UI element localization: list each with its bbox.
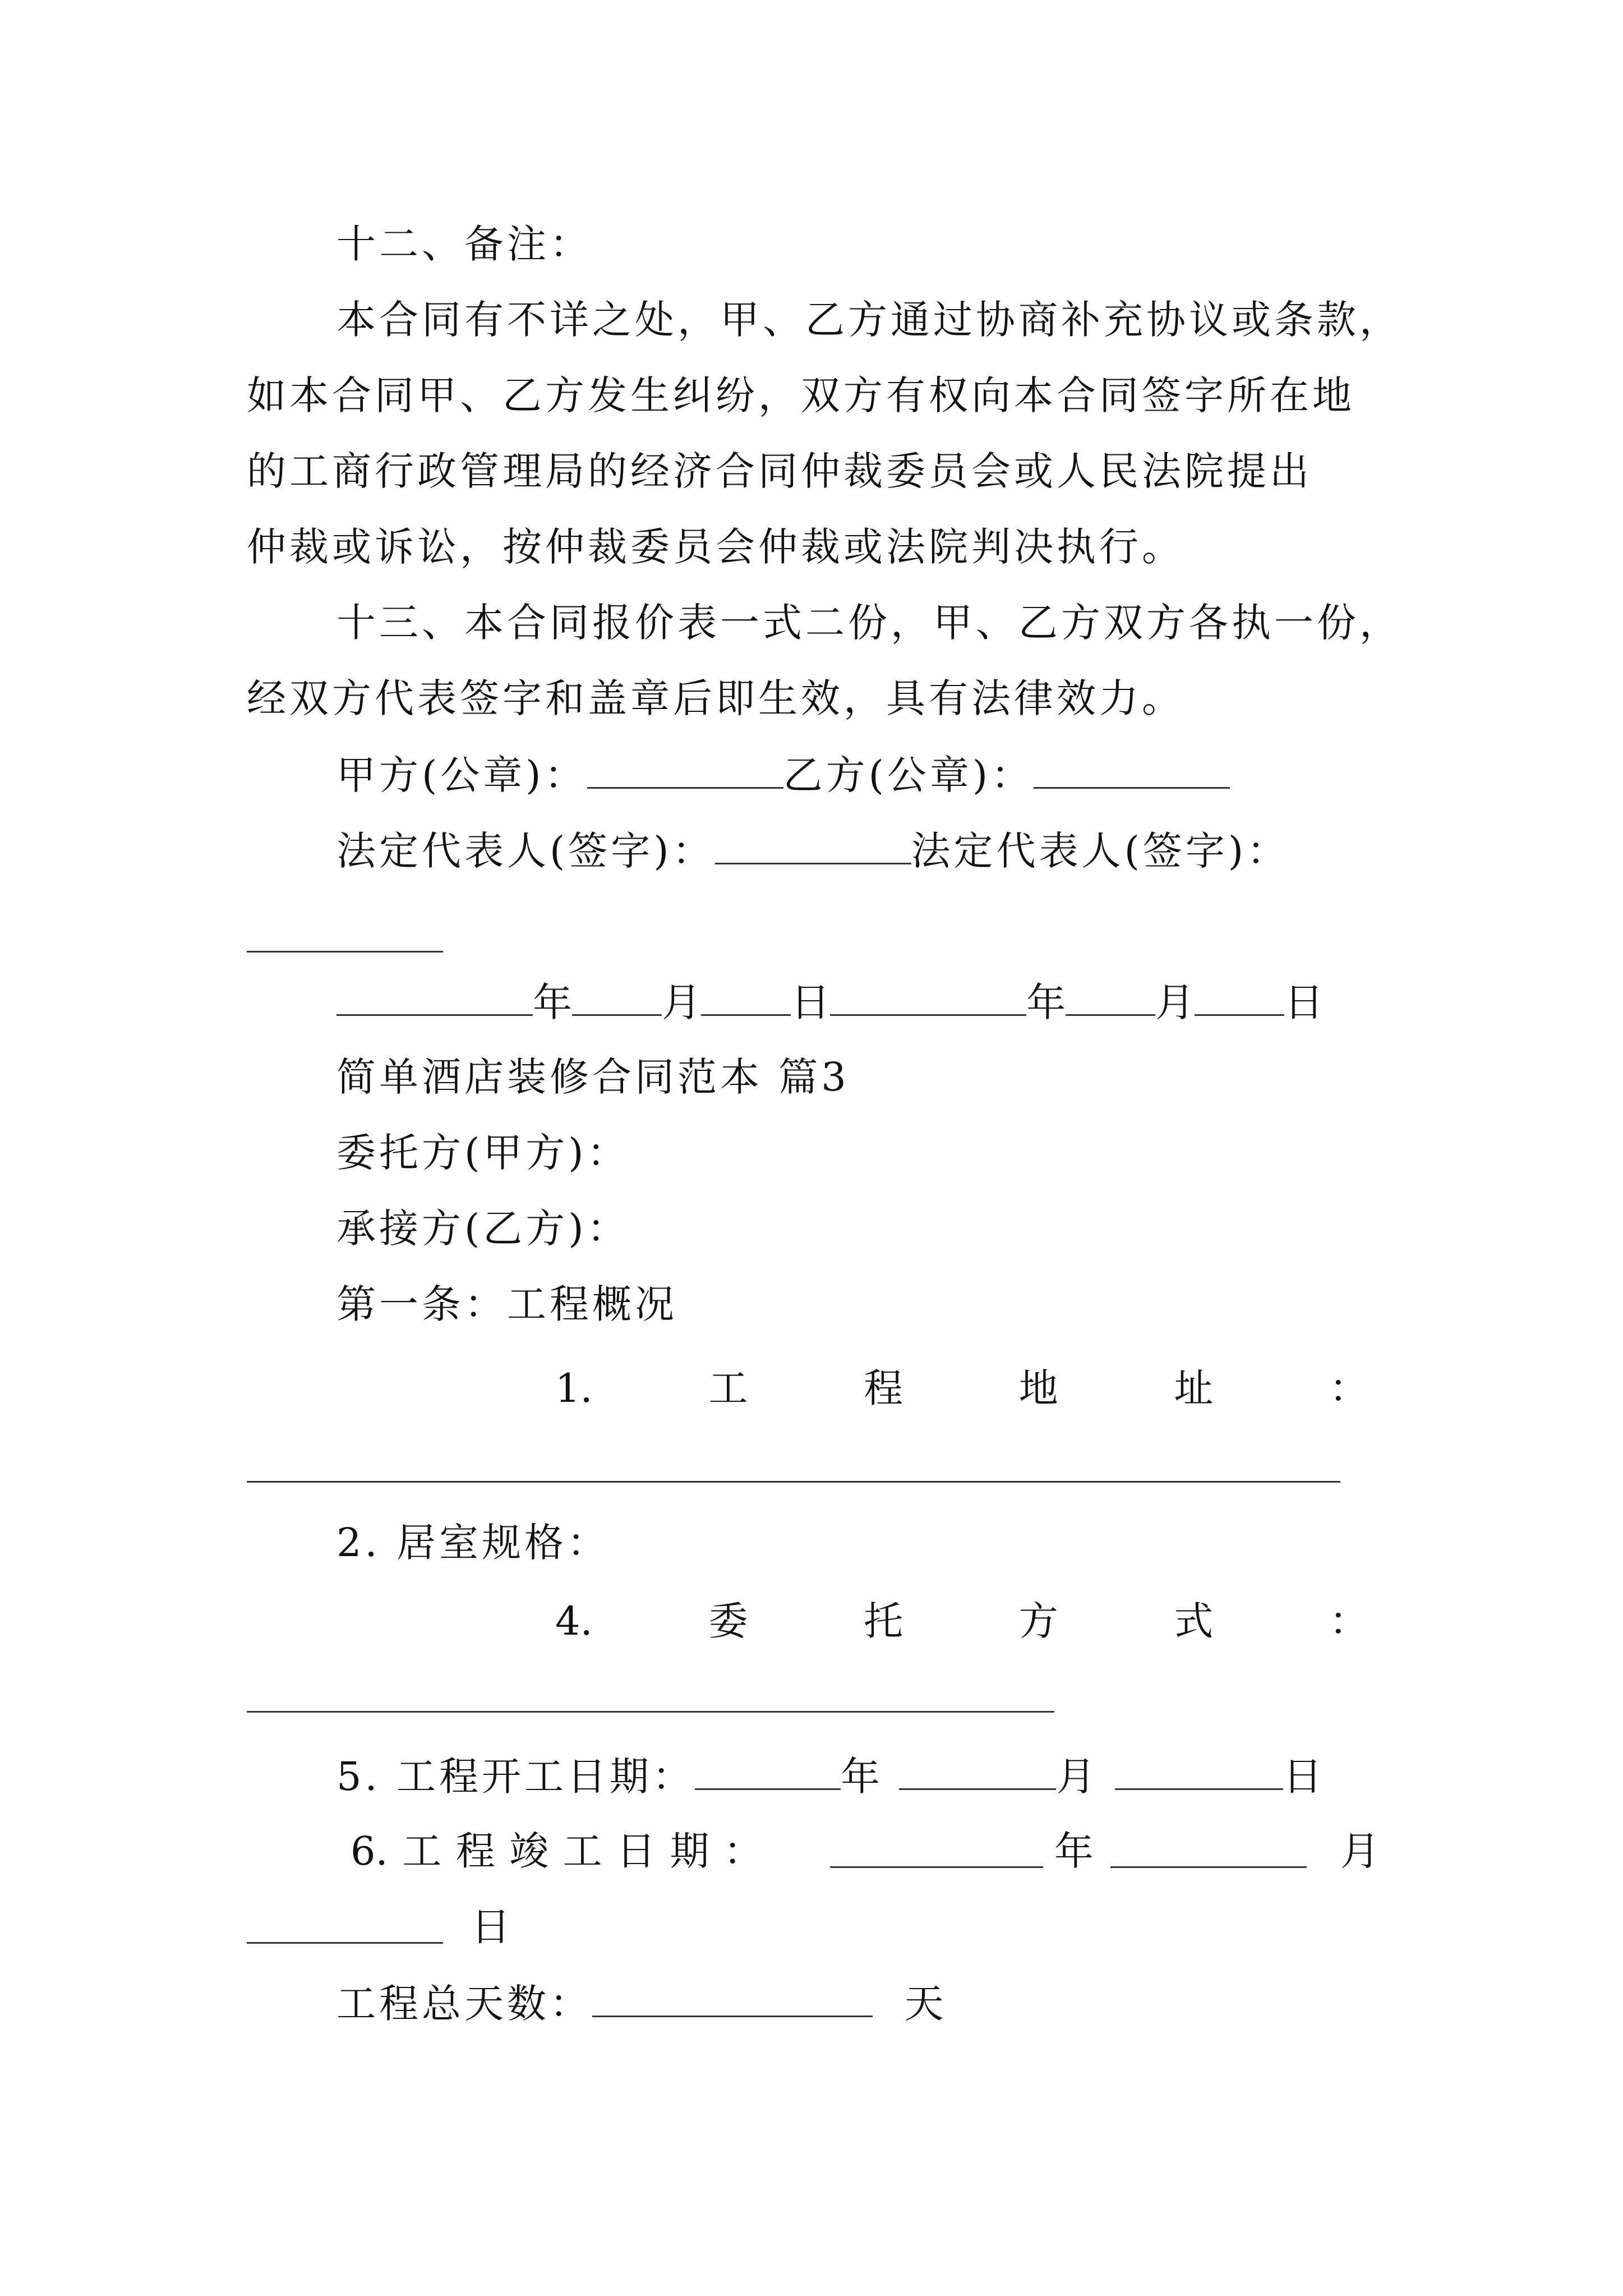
section-13-line-1: 十三、本合同报价表一式二份，甲、乙方双方各执一份， bbox=[336, 600, 1402, 646]
item-1-char: 程 bbox=[864, 1365, 903, 1411]
finish-year-blank[interactable] bbox=[830, 1866, 1043, 1868]
item-4-char: ： bbox=[1329, 1598, 1368, 1644]
client-label: 委托方(甲方)： bbox=[336, 1130, 630, 1176]
date-a-day-blank[interactable] bbox=[701, 982, 791, 1016]
contractor-label: 承接方(乙方)： bbox=[336, 1205, 630, 1251]
item-4-char: 委 bbox=[708, 1598, 748, 1644]
seal-row bbox=[336, 752, 1230, 798]
finish-day-label: 日 bbox=[471, 1904, 514, 1950]
item-1-char: 址 bbox=[1174, 1365, 1214, 1411]
item-4-delegation-method bbox=[555, 1598, 1368, 1644]
date-a-year-label: 年 bbox=[533, 979, 572, 1025]
article-1-heading: 第一条：工程概况 bbox=[336, 1281, 677, 1327]
item-1-char: 地 bbox=[1018, 1365, 1058, 1411]
start-day-blank[interactable] bbox=[1115, 1756, 1283, 1790]
item-2-room-spec: 2. 居室规格： bbox=[336, 1520, 610, 1566]
date-a-month-blank[interactable] bbox=[572, 982, 662, 1016]
remark-line-1: 本合同有不详之处，甲、乙方通过协商补充协议或条款， bbox=[336, 297, 1402, 343]
party-a-rep-blank[interactable] bbox=[715, 830, 911, 864]
remark-line-2: 如本合同甲、乙方发生纠纷，双方有权向本合同签字所在地 bbox=[247, 372, 1355, 418]
item-1-char: ： bbox=[1329, 1365, 1368, 1411]
representative-row bbox=[336, 828, 1290, 874]
item-6-char: 期 bbox=[670, 1828, 709, 1874]
remark-line-4: 仲裁或诉讼，按仲裁委员会仲裁或法院判决执行。 bbox=[247, 524, 1184, 570]
item-1-project-address bbox=[555, 1365, 1368, 1411]
date-b-month-blank[interactable] bbox=[1066, 982, 1155, 1016]
item-1-char: 工 bbox=[708, 1365, 748, 1411]
item-1-char: 1. bbox=[555, 1365, 593, 1411]
party-a-seal-blank[interactable] bbox=[587, 754, 783, 789]
party-a-seal-label: 甲方(公章)： bbox=[336, 752, 587, 798]
date-a-month-label: 月 bbox=[662, 979, 701, 1025]
section-3-title: 简单酒店装修合同范本 篇3 bbox=[336, 1054, 850, 1100]
finish-month-label: 月 bbox=[1340, 1828, 1383, 1874]
start-month-blank[interactable] bbox=[899, 1756, 1056, 1790]
section-13-line-2: 经双方代表签字和盖章后即生效，具有法律效力。 bbox=[247, 675, 1184, 721]
finish-month-blank[interactable] bbox=[1110, 1866, 1307, 1868]
party-a-rep-label: 法定代表人(签字)： bbox=[336, 828, 715, 874]
item-6-char: 工 bbox=[562, 1828, 602, 1874]
item-6-char: 日 bbox=[616, 1828, 656, 1874]
item-6-char: ： bbox=[723, 1828, 763, 1874]
party-b-rep-label: 法定代表人(签字)： bbox=[911, 828, 1290, 874]
item-6-finish-date-label bbox=[351, 1828, 763, 1874]
total-days-unit: 天 bbox=[904, 1981, 947, 2027]
item-5-start-date bbox=[336, 1754, 1326, 1800]
date-b-day-label: 日 bbox=[1284, 979, 1324, 1025]
date-a-year-blank[interactable] bbox=[336, 982, 533, 1016]
date-a-day-label: 日 bbox=[791, 979, 830, 1025]
item-4-char: 方 bbox=[1018, 1598, 1058, 1644]
delegation-method-blank[interactable] bbox=[247, 1711, 1054, 1713]
start-year-blank[interactable] bbox=[695, 1756, 841, 1790]
party-b-seal-label: 乙方(公章)： bbox=[783, 752, 1034, 798]
item-4-char: 托 bbox=[864, 1598, 903, 1644]
item-4-char: 4. bbox=[555, 1598, 593, 1644]
start-day-label: 日 bbox=[1283, 1754, 1326, 1800]
item-6-char: 工 bbox=[402, 1828, 442, 1874]
date-b-month-label: 月 bbox=[1155, 979, 1195, 1025]
item-4-char: 式 bbox=[1174, 1598, 1214, 1644]
project-address-blank[interactable] bbox=[247, 1481, 1340, 1483]
item-6-char: 程 bbox=[455, 1828, 495, 1874]
remark-line-3: 的工商行政管理局的经济合同仲裁委员会或人民法院提出 bbox=[247, 448, 1312, 494]
section-12-heading: 十二、备注： bbox=[336, 221, 592, 267]
start-year-label: 年 bbox=[841, 1754, 884, 1800]
item-5-label: 5. 工程开工日期： bbox=[336, 1754, 695, 1800]
finish-year-label: 年 bbox=[1054, 1828, 1097, 1874]
total-days-blank[interactable] bbox=[592, 1983, 873, 2017]
start-month-label: 月 bbox=[1056, 1754, 1099, 1800]
party-b-seal-blank[interactable] bbox=[1034, 754, 1230, 789]
date-b-year-label: 年 bbox=[1026, 979, 1066, 1025]
finish-day-blank[interactable] bbox=[247, 1942, 443, 1944]
total-days-label: 工程总天数： bbox=[336, 1981, 592, 2027]
item-6-char: 6. bbox=[351, 1828, 388, 1874]
date-row bbox=[336, 979, 1324, 1025]
item-6-char: 竣 bbox=[509, 1828, 549, 1874]
total-days-row bbox=[336, 1981, 947, 2027]
party-b-rep-blank[interactable] bbox=[247, 951, 443, 953]
date-b-day-blank[interactable] bbox=[1195, 982, 1284, 1016]
date-b-year-blank[interactable] bbox=[830, 982, 1026, 1016]
